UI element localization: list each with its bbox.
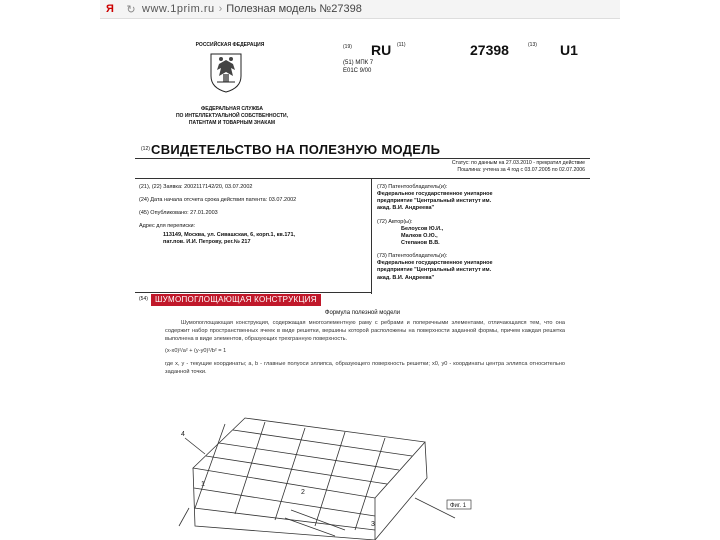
holder-line: предприятие "Центральный институт им. [377,198,492,205]
inid-code-19: (19) [343,44,352,50]
browser-toolbar [100,0,620,19]
figure-label: 4 [181,431,185,438]
state-emblem-icon [207,50,245,94]
term-start: (24) Дата начала отсчета срока действия патента: 03.07.2002 [139,197,297,204]
holder-label: (73) Патентообладатель(и): [377,184,448,190]
inid-code-12: (12) [141,146,150,152]
column-divider [371,178,372,294]
address-label: Адрес для переписки: [139,223,196,230]
claim-formula: (x-x0)²/a² + (y-y0)²/b² = 1 [165,348,227,355]
ipc-classification [343,60,373,76]
patent-document [135,36,590,540]
figure-label: 3 [371,521,375,528]
status-block [360,160,585,174]
publication-date: (45) Опубликовано: 27.01.2003 [139,210,218,217]
status-line: Статус: по данным на 27.03.2010 - прекратил действие [451,160,585,166]
author-name: Белоусов Ю.И., [401,225,444,232]
divider [135,292,371,293]
owner-label: (73) Патентообладатель(и): [377,253,448,260]
claim-paragraph: где x, y - текущие координаты; a, b - главные полуоси эллипса, образующего поверхность решетки; x0, y0 - координаты центра эллипса относительно заданной точки. [165,361,565,376]
certificate-title: СВИДЕТЕЛЬСТВО НА ПОЛЕЗНУЮ МОДЕЛЬ [151,142,441,157]
authors-label: (72) Автор(ы): [377,218,413,225]
inid-code-13: (13) [528,42,537,48]
holder-line: акад. В.И. Андреева" [377,205,435,212]
application-data: (21), (22) Заявка: 2002117142/20, 03.07.2002 [139,184,253,190]
author-name: Степанов В.В. [401,239,440,246]
address-separator: › [218,3,223,15]
ipc-line: E01C 9/00 [343,67,372,74]
ipc-line: (51) МПК 7 [343,60,374,66]
figure-label: 1 [201,481,205,488]
owner-line: Федеральное государственное унитарное [377,260,493,267]
status-line: Пошлина: учтена за 4 год с 03.07.2005 по 02.07.2006 [457,166,585,173]
divider [135,158,590,159]
figure-drawing [175,398,475,540]
country-code: RU [371,42,392,58]
agency-name [147,106,317,126]
agency-line: ФЕДЕРАЛЬНАЯ СЛУЖБА [200,106,263,112]
inid-code-54: (54) [139,296,148,302]
address-line: 113149, Москва, ул. Сивашская, 6, корп.1, кв.171, [163,231,296,238]
patent-number: 27398 [470,42,509,58]
formula-heading: Формула полезной модели [324,310,401,316]
owner-line: акад. В.И. Андреева" [377,274,435,281]
browser-logo-icon[interactable]: Я [106,3,114,15]
country-heading: РОССИЙСКАЯ ФЕДЕРАЦИЯ [195,42,265,48]
claim-paragraph: Шумопоглощающая конструкция, содержащая многоэлементную раму с ребрами и поперечными элементами, отличающаяся тем, что она содержит набор пространственных ячеек в виде решетки, вершины которой расположены на поверхности заданной формы, причем каждая решетка выполнена в виде элементов, образующих трехгранную поверхность. [165,320,565,342]
document-kind: U1 [560,42,578,58]
figure-label: 2 [301,489,305,496]
owner-line: предприятие "Центральный институт им. [377,267,492,274]
address-bar-url[interactable]: www.1prim.ru [142,3,215,15]
bibliographic-right [377,184,587,282]
page-title: Полезная модель №27398 [226,3,362,15]
inid-code-11: (11) [397,42,406,48]
agency-line: ПО ИНТЕЛЛЕКТУАЛЬНОЙ СОБСТВЕННОСТИ, [175,112,289,119]
figure-caption: Фиг. 1 [450,503,467,509]
agency-line: ПАТЕНТАМ И ТОВАРНЫМ ЗНАКАМ [188,119,276,126]
author-name: Малков О.Ю., [401,232,438,239]
address-line: пат.пов. И.И. Петрову, рег.№ 217 [163,238,251,245]
utility-model-title[interactable]: ШУМОПОГЛОЩАЮЩАЯ КОНСТРУКЦИЯ [151,294,321,306]
reload-icon[interactable]: ↻ [126,3,136,16]
bibliographic-left [139,184,367,246]
holder-line: Федеральное государственное унитарное [377,191,493,198]
claims-text [165,320,565,382]
divider [135,178,590,179]
